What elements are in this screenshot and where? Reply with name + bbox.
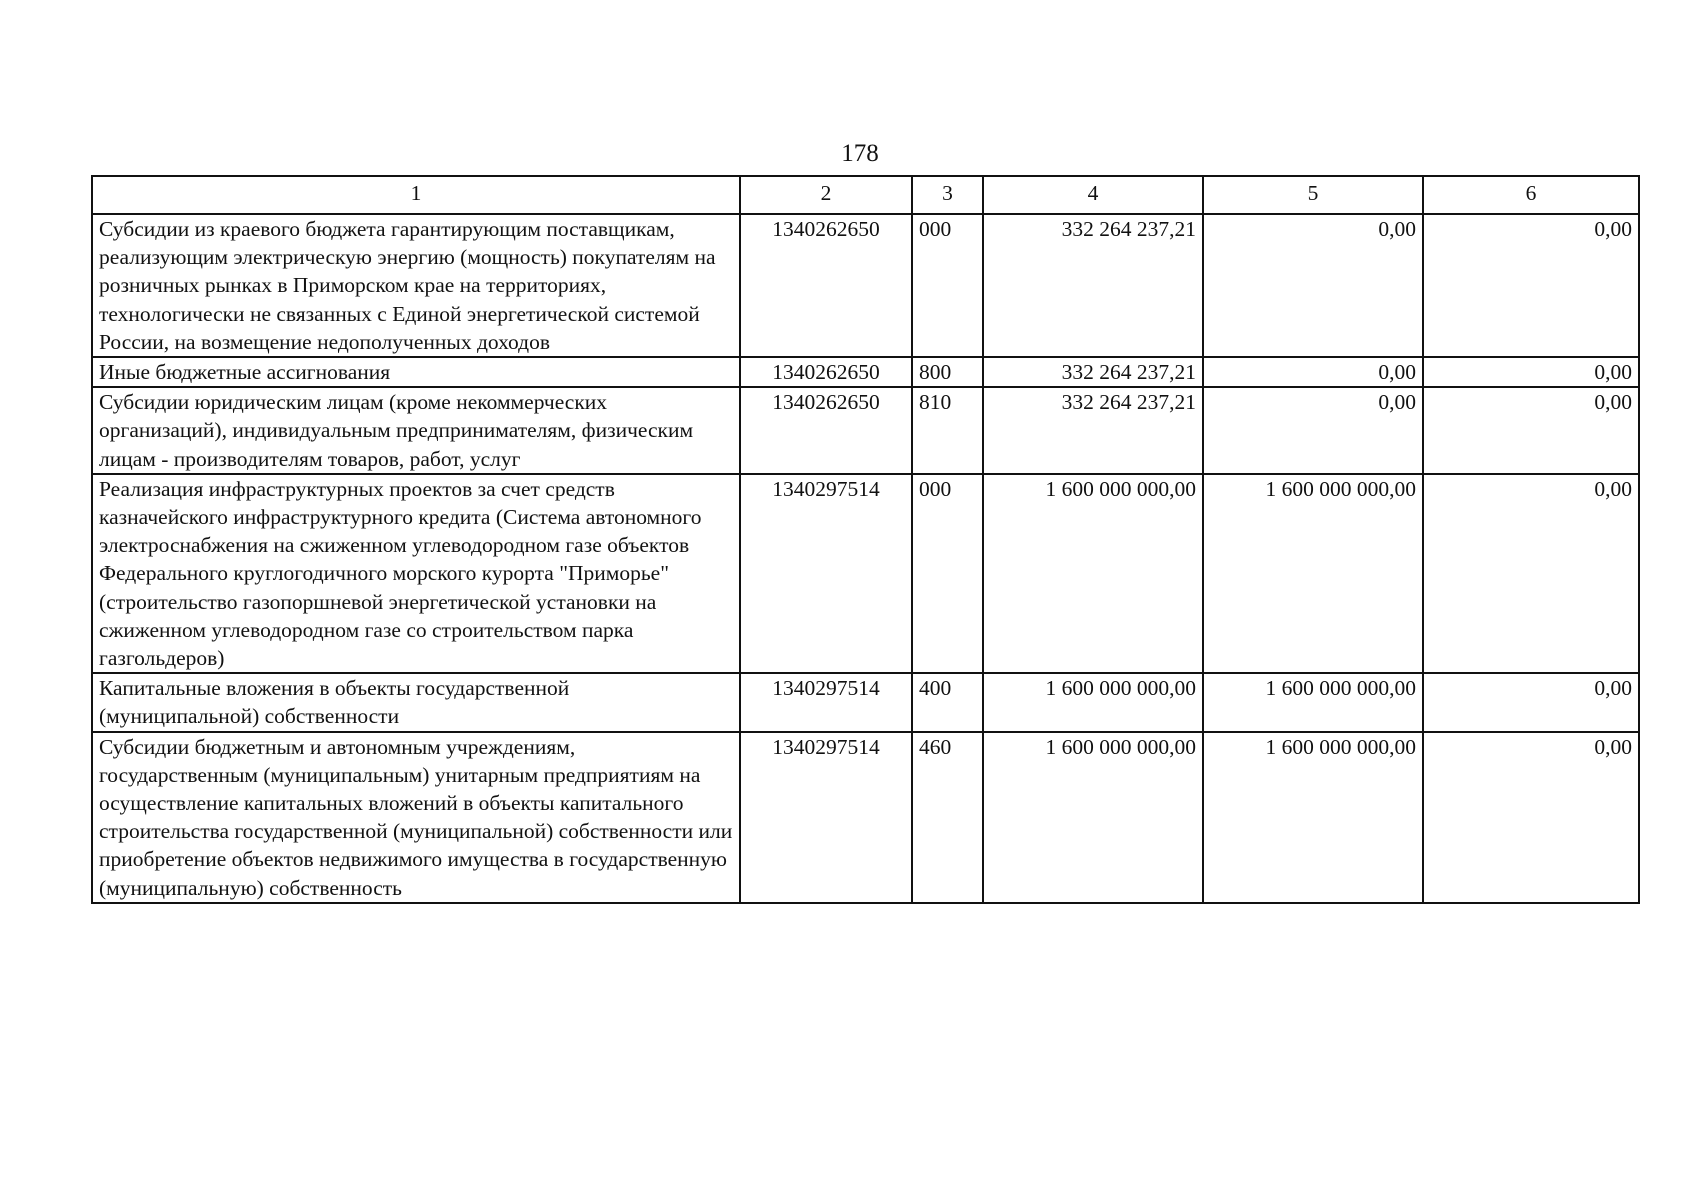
row-target-code: 1340262650 xyxy=(740,357,912,387)
column-header-3: 3 xyxy=(912,176,983,214)
row-amount-col6: 0,00 xyxy=(1423,387,1639,474)
table-header-row xyxy=(92,176,1639,214)
page-number: 178 xyxy=(841,140,879,167)
row-target-code: 1340297514 xyxy=(740,474,912,673)
row-amount-col6: 0,00 xyxy=(1423,214,1639,357)
budget-table xyxy=(91,175,1640,904)
row-name: Капитальные вложения в объекты государственной (муниципальной) собственности xyxy=(92,673,740,731)
column-header-5: 5 xyxy=(1203,176,1423,214)
row-name: Субсидии из краевого бюджета гарантирующим поставщикам, реализующим электрическую энергию (мощность) покупателям на розничных рынках в Приморском крае на территориях, технологически не связанных с Единой энергетической системой России, на возмещение недополученных доходов xyxy=(92,214,740,357)
row-expense-type: 810 xyxy=(912,387,983,474)
row-amount-col5: 0,00 xyxy=(1203,357,1423,387)
row-target-code: 1340297514 xyxy=(740,673,912,731)
table-row xyxy=(92,732,1639,903)
row-amount-col6: 0,00 xyxy=(1423,732,1639,903)
row-amount-col4: 1 600 000 000,00 xyxy=(983,474,1203,673)
row-target-code: 1340262650 xyxy=(740,387,912,474)
row-amount-col5: 1 600 000 000,00 xyxy=(1203,474,1423,673)
table-row xyxy=(92,387,1639,474)
row-name: Субсидии бюджетным и автономным учреждениям, государственным (муниципальным) унитарным предприятиям на осуществление капитальных вложений в объекты капитального строительства государственной (муниципальной) собственности или приобретение объектов недвижимого имущества в государственную (муниципальную) собственность xyxy=(92,732,740,903)
row-amount-col4: 1 600 000 000,00 xyxy=(983,673,1203,731)
row-amount-col6: 0,00 xyxy=(1423,357,1639,387)
row-name: Иные бюджетные ассигнования xyxy=(92,357,740,387)
column-header-2: 2 xyxy=(740,176,912,214)
table-row xyxy=(92,474,1639,673)
row-target-code: 1340297514 xyxy=(740,732,912,903)
column-header-6: 6 xyxy=(1423,176,1639,214)
row-expense-type: 400 xyxy=(912,673,983,731)
row-name: Реализация инфраструктурных проектов за счет средств казначейского инфраструктурного кредита (Система автономного электроснабжения на сжиженном углеводородном газе объектов Федерального круглогодичного морского курорта "Приморье" (строительство газопоршневой энергетической установки на сжиженном углеводородном газе со строительством парка газгольдеров) xyxy=(92,474,740,673)
row-amount-col4: 1 600 000 000,00 xyxy=(983,732,1203,903)
row-expense-type: 000 xyxy=(912,214,983,357)
row-target-code: 1340262650 xyxy=(740,214,912,357)
row-amount-col4: 332 264 237,21 xyxy=(983,214,1203,357)
row-amount-col4: 332 264 237,21 xyxy=(983,387,1203,474)
row-expense-type: 460 xyxy=(912,732,983,903)
row-amount-col5: 0,00 xyxy=(1203,387,1423,474)
row-expense-type: 000 xyxy=(912,474,983,673)
row-amount-col5: 1 600 000 000,00 xyxy=(1203,732,1423,903)
row-amount-col6: 0,00 xyxy=(1423,474,1639,673)
row-amount-col5: 1 600 000 000,00 xyxy=(1203,673,1423,731)
table-row xyxy=(92,357,1639,387)
row-name: Субсидии юридическим лицам (кроме некоммерческих организаций), индивидуальным предпринимателям, физическим лицам - производителям товаров, работ, услуг xyxy=(92,387,740,474)
table-row xyxy=(92,214,1639,357)
column-header-4: 4 xyxy=(983,176,1203,214)
row-expense-type: 800 xyxy=(912,357,983,387)
table-row xyxy=(92,673,1639,731)
row-amount-col6: 0,00 xyxy=(1423,673,1639,731)
column-header-1: 1 xyxy=(92,176,740,214)
row-amount-col5: 0,00 xyxy=(1203,214,1423,357)
row-amount-col4: 332 264 237,21 xyxy=(983,357,1203,387)
